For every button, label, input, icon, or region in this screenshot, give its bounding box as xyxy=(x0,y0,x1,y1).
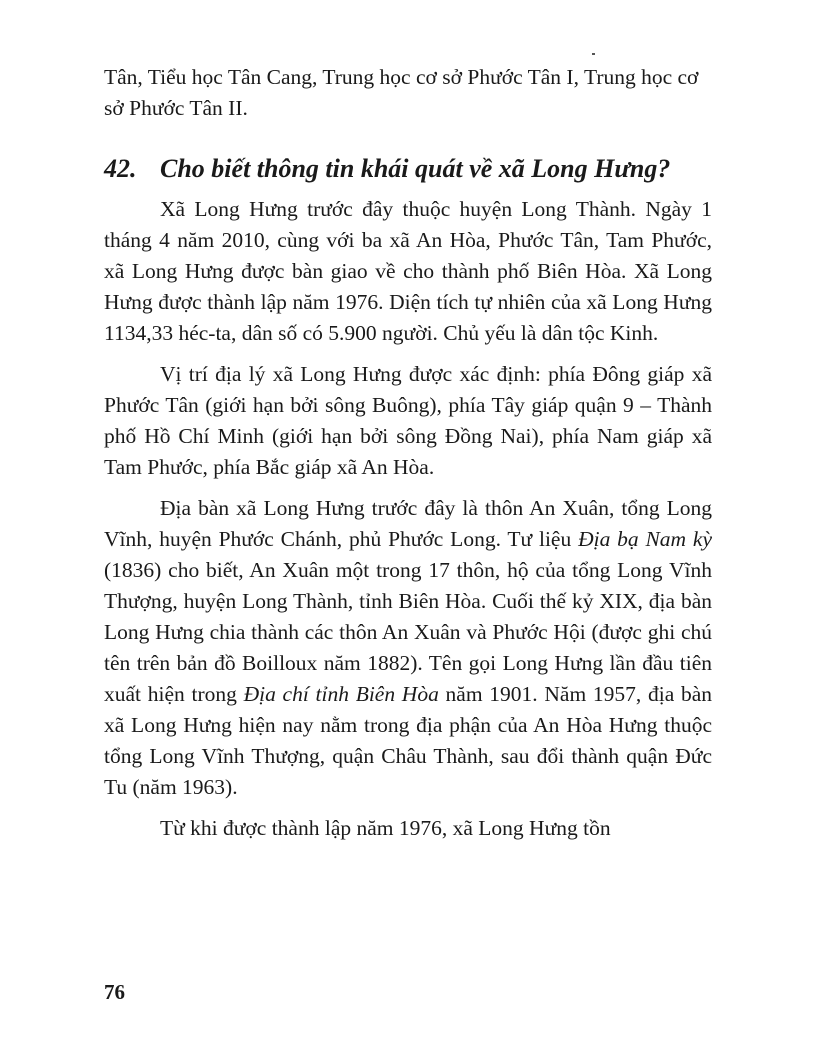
question-heading xyxy=(104,150,712,188)
question-text: Cho biết thông tin khái quát về xã Long Hưng? xyxy=(160,154,671,183)
book-title-dia-ba: Địa bạ Nam kỳ xyxy=(578,527,712,551)
page-number: 76 xyxy=(104,980,125,1004)
page-body xyxy=(104,62,712,844)
question-number: 42. xyxy=(104,154,137,183)
paragraph-overview: Xã Long Hưng trước đây thuộc huyện Long Thành. Ngày 1 tháng 4 năm 2010, cùng với ba xã An Hòa, Phước Tân, Tam Phước, xã Long Hưng được bàn giao về cho thành phố Biên Hòa. Xã Long Hưng được thành lập năm 1976. Diện tích tự nhiên của xã Long Hưng 1134,33 héc-ta, dân số có 5.900 người. Chủ yếu là dân tộc Kinh. xyxy=(104,197,712,345)
history-text-2: (1836) cho biết, An Xuân một trong 17 thôn, hộ của tổng Long Vĩnh Thượng, huyện Long Thành, tỉnh Biên Hòa. Cuối thế kỷ XIX, địa bàn Long Hưng chia thành các thôn An Xuân và Phước Hội (được ghi chú tên trên bản đồ Boilloux năm 1882). Tên gọi Long Hưng lần đầu tiên xuất hiện trong xyxy=(104,558,712,706)
continuation-paragraph: Tân, Tiểu học Tân Cang, Trung học cơ sở Phước Tân I, Trung học cơ sở Phước Tân II. xyxy=(104,65,699,120)
paragraph-founding: Từ khi được thành lập năm 1976, xã Long Hưng tồn xyxy=(160,816,611,840)
paragraph-history xyxy=(104,493,712,803)
paragraph-location: Vị trí địa lý xã Long Hưng được xác định: phía Đông giáp xã Phước Tân (giới hạn bởi sông Buông), phía Tây giáp quận 9 – Thành phố Hồ Chí Minh (giới hạn bởi sông Đồng Nai), phía Nam giáp xã Tam Phước, phía Bắc giáp xã An Hòa. xyxy=(104,362,712,479)
book-title-dia-chi: Địa chí tỉnh Biên Hòa xyxy=(243,682,439,706)
history-text-3: năm 1901. Năm 1957, địa bàn xã Long Hưng hiện nay nằm trong địa phận của An Hòa Hưng thuộc tổng Long Vĩnh Thượng, quận Châu Thành, sau đổi thành quận Đức Tu (năm 1963). xyxy=(104,682,713,799)
scan-speck xyxy=(592,53,595,55)
history-text-1: Địa bàn xã Long Hưng trước đây là thôn An Xuân, tổng Long Vĩnh, huyện Phước Chánh, phủ Phước Long. Tư liệu xyxy=(104,496,712,551)
